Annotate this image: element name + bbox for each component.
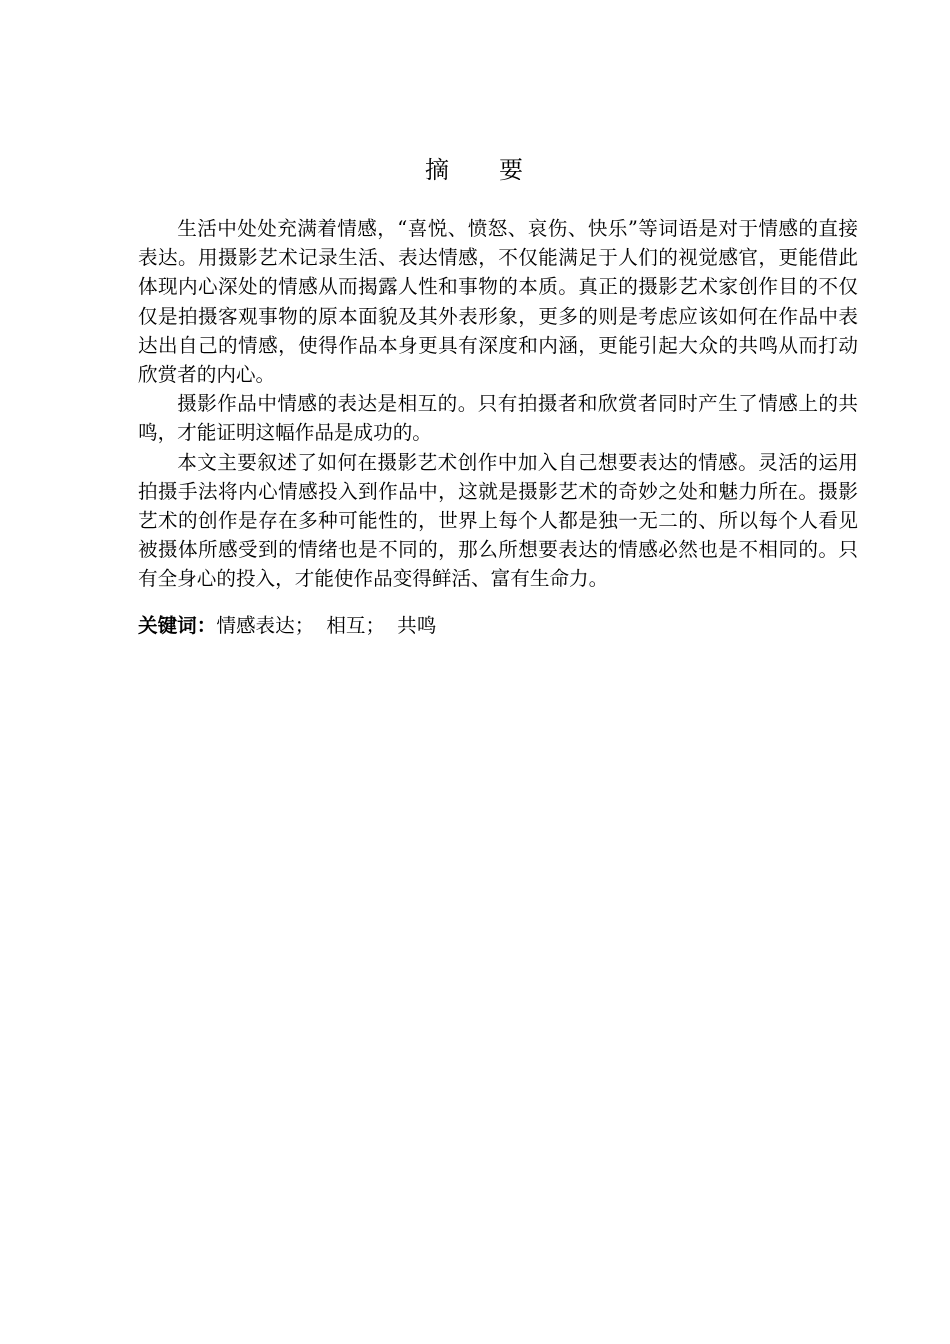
abstract-paragraph-3: 本文主要叙述了如何在摄影艺术创作中加入自己想要表达的情感。灵活的运用拍摄手法将内心情感投入到作品中，这就是摄影艺术的奇妙之处和魅力所在。摄影艺术的创作是存在多种可能性的，世界上每个人都是独一无二的、所以每个人看见被摄体所感受到的情绪也是不同的，那么所想要表达的情感必然也是不相同的。只有全身心的投入，才能使作品变得鲜活、富有生命力。 (138, 450, 858, 591)
title-char-right: 要 (499, 156, 525, 184)
abstract-title (0, 150, 950, 185)
abstract-paragraph-1: 生活中处处充满着情感，“喜悦、愤怒、哀伤、快乐”等词语是对于情感的直接表达。用摄影艺术记录生活、表达情感，不仅能满足于人们的视觉感官，更能借此体现内心深处的情感从而揭露人性和事物的本质。真正的摄影艺术家创作目的不仅仅是拍摄客观事物的原本面貌及其外表形象，更多的则是考虑应该如何在作品中表达出自己的情感，使得作品本身更具有深度和内涵，更能引起大众的共鸣从而打动欣赏者的内心。 (138, 217, 858, 387)
keyword-item: 共鸣 (397, 613, 437, 637)
keyword-item: 情感表达； (216, 613, 315, 637)
keywords-line (138, 611, 858, 640)
abstract-body (138, 214, 858, 640)
title-char-left: 摘 (425, 156, 451, 184)
keywords-label: 关键词： (138, 613, 217, 637)
abstract-paragraph-2: 摄影作品中情感的表达是相互的。只有拍摄者和欣赏者同时产生了情感上的共鸣，才能证明这幅作品是成功的。 (138, 392, 858, 445)
keyword-item: 相互； (326, 613, 386, 637)
